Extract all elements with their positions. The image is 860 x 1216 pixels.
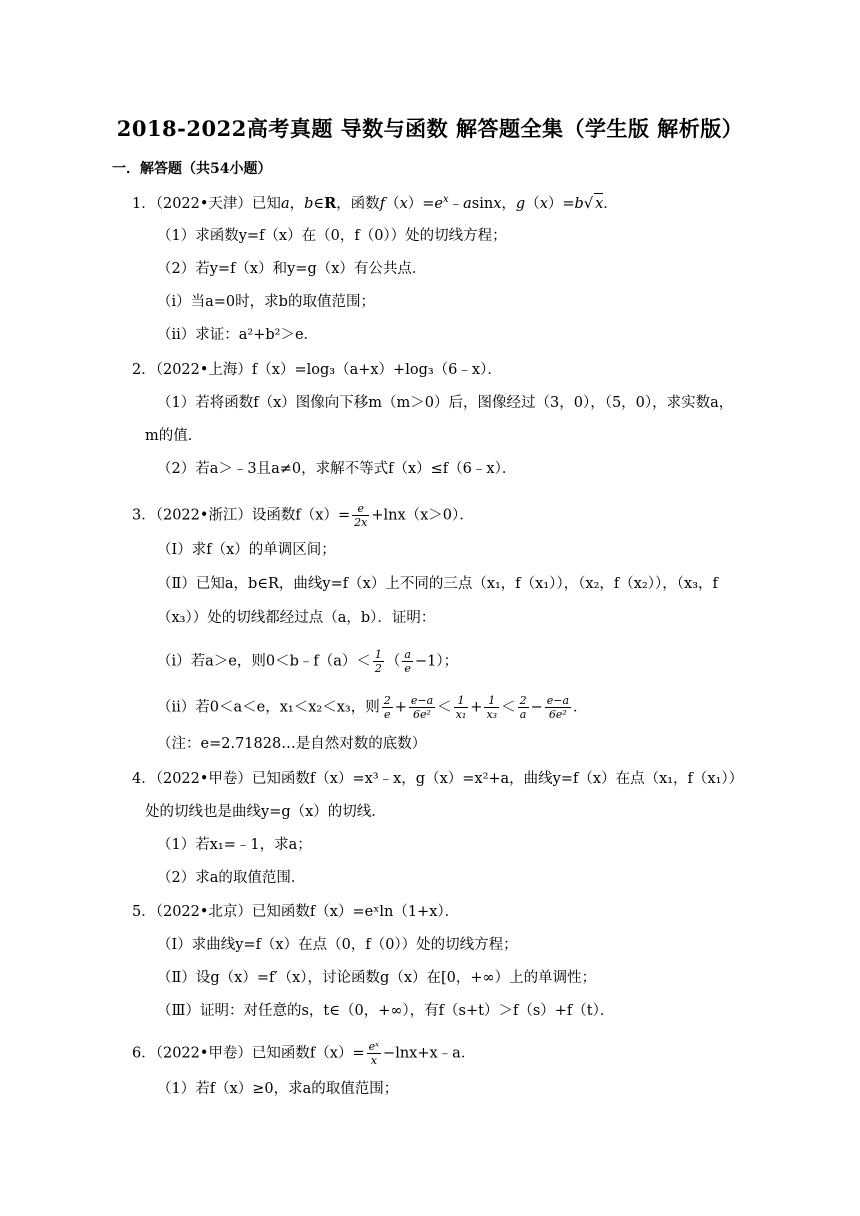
question-2-part-2: （2）若a＞﹣3且a≠0，求解不等式f（x）≤f（6﹣x）． xyxy=(157,461,517,477)
question-4-header-cont: 处的切线也是曲线y=g（x）的切线． xyxy=(145,804,386,820)
question-1-header: 1．（2022•天津）已知a，b∈R，函数$f(x)=e^x﹣asinx$，g（x）=b√ x． xyxy=(132,194,618,212)
question-3-part-2: （Ⅱ）已知a，b∈R，曲线y=f（x）上不同的三点（x₁，f（x₁）），（x₂，f（x₂）），（x₃，f xyxy=(157,576,718,592)
question-4-part-2: （2）求a的取值范围． xyxy=(157,870,306,886)
question-1-part-2i: （ⅰ）当a=0时，求b的取值范围； xyxy=(157,294,375,310)
question-3-note: （注：e=2.71828…是自然对数的底数） xyxy=(157,736,427,752)
question-3-header: 3．（2022•浙江）设函数f（x）= $\frac{e}{2x}$ +lnx（x＞0）． xyxy=(132,502,474,529)
fraction-ex-over-x: $\frac{\text{eˣ}}{x}$ xyxy=(368,1040,380,1067)
question-2-part-1: （1）若将函数f（x）图像向下移m（m＞0）后，图像经过（3，0），（5，0），求实数a， xyxy=(157,395,734,411)
question-1-part-2ii: （ⅱ）求证：a²+b²＞e． xyxy=(157,327,319,343)
question-4-header: 4．（2022•甲卷）已知函数f（x）=x³﹣x，g（x）=x²+a，曲线y=f（x）在点（x₁，f（x₁）） xyxy=(132,771,744,787)
question-5-part-3: （Ⅲ）证明：对任意的s，t∈（0，+∞），有f（s+t）＞f（s）+f（t）． xyxy=(157,1003,615,1019)
question-2-header: 2．（2022•上海）f（x）=log₃（a+x）+log₃（6﹣x）． xyxy=(132,362,502,378)
question-4-part-1: （1）若x₁=﹣1，求a； xyxy=(157,837,312,853)
fraction-1-over-2: $\frac{1}{2}$ xyxy=(374,648,382,675)
question-6-header: 6．（2022•甲卷）已知函数f（x）= $\frac{\text{eˣ}}{x}$ −lnx+x﹣a． xyxy=(132,1040,476,1067)
question-5-part-2: （Ⅱ）设g（x）=f′（x），讨论函数g（x）在[0，+∞）上的单调性； xyxy=(157,970,597,986)
question-5-header: 5．（2022•北京）已知函数f（x）=eˣln（1+x）． xyxy=(132,904,460,920)
question-5-part-1: （Ⅰ）求曲线y=f（x）在点（0，f（0））处的切线方程； xyxy=(157,937,518,953)
question-6-part-1: （1）若f（x）≥0，求a的取值范围； xyxy=(157,1081,399,1097)
question-2-part-1-cont: m的值． xyxy=(145,428,203,444)
question-3-part-i: （ⅰ）若a＞e，则0＜b﹣f（a）＜ $\frac{1}{2}$ （ $\frac{a}{e}$ −1）； xyxy=(157,648,459,675)
fraction-a-over-e: $\frac{a}{e}$ xyxy=(404,648,411,675)
section-heading: 一．解答题（共54小题） xyxy=(112,161,272,177)
question-3-part-2-cont: （x₃））处的切线都经过点（a，b）．证明： xyxy=(157,610,436,626)
fraction-e-over-2x: $\frac{e}{2x}$ xyxy=(354,502,368,529)
question-3-part-1: （Ⅰ）求f（x）的单调区间； xyxy=(157,542,336,558)
question-1-part-1: （1）求函数y=f（x）在（0，f（0））处的切线方程； xyxy=(157,228,507,244)
question-1-part-2: （2）若y=f（x）和y=g（x）有公共点． xyxy=(157,261,427,277)
question-3-part-ii: （ⅱ）若0＜a＜e，x₁＜x₂＜x₃，则 $\frac{2}{e}$ + $\frac{e-a}{\text{6e²}}$ ＜ $\frac{1}{\text{x₁}}$ + $\frac{1}{\text{x₃}}$ ＜ $\frac{2}{a}$ − $\frac{e-a}{\text{6e²}}$ ． xyxy=(157,694,588,721)
document-title: 2018-2022高考真题 导数与函数 解答题全集（学生版 解析版） xyxy=(116,116,744,141)
